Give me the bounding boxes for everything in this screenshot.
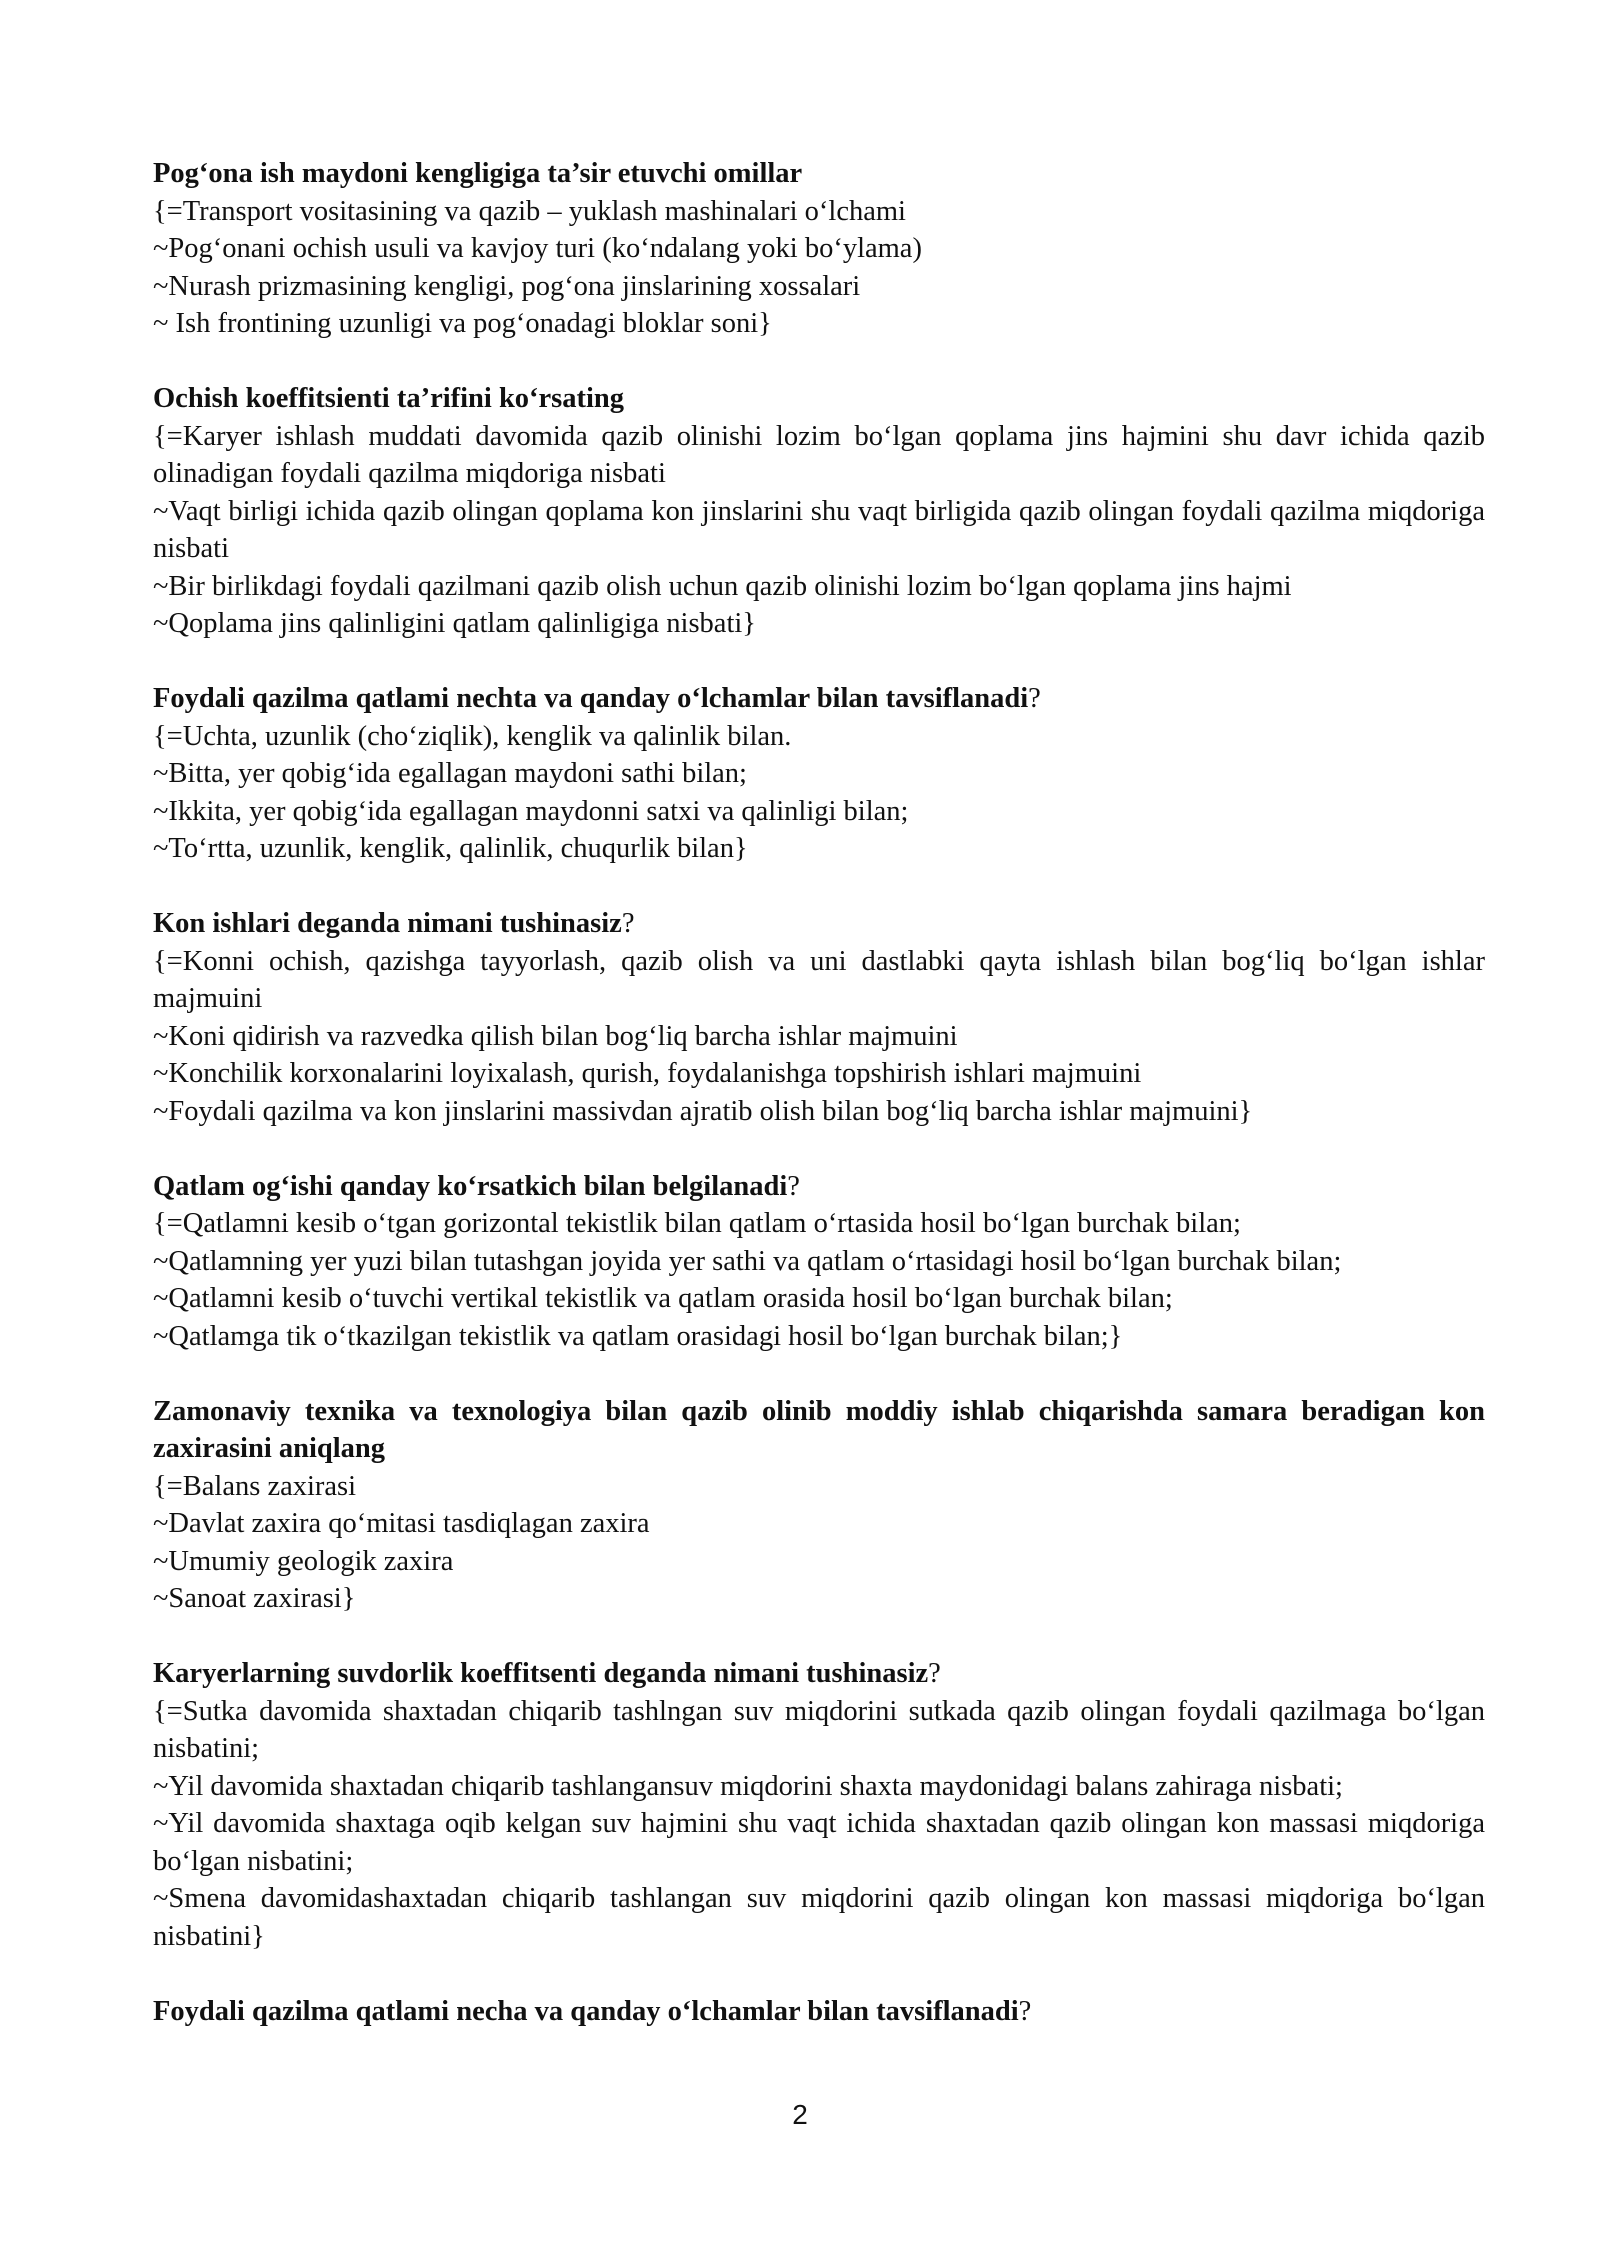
answer-option: ~Qoplama jins qalinligini qatlam qalinligiga nisbati} <box>153 608 756 639</box>
answer-option: ~Qatlamning yer yuzi bilan tutashgan joyida yer sathi va qatlam o‘rtasidagi hosil bo‘lgan burchak bilan; <box>153 1245 1342 1277</box>
question-title: Karyerlarning suvdorlik koeffitsenti deganda nimani tushinasiz? <box>153 1658 941 1689</box>
document-page <box>153 155 1485 2030</box>
answer-option: ~Smena davomidashaxtadan chiqarib tashlangan suv miqdorini qazib olingan kon massasi miqdoriga bo‘lgan nisbatini} <box>153 1883 1485 1952</box>
answer-option: ~Nurash prizmasining kengligi, pog‘ona jinslarining xossalari <box>153 270 861 302</box>
answer-option: ~Qatlamni kesib o‘tuvchi vertikal tekistlik va qatlam orasida hosil bo‘lgan burchak bilan; <box>153 1283 1173 1314</box>
question-block <box>153 1168 1485 1356</box>
question-block <box>153 1393 1485 1618</box>
answer-option: ~To‘rtta, uzunlik, kenglik, qalinlik, chuqurlik bilan} <box>153 833 748 864</box>
answer-correct: {=Uchta, uzunlik (cho‘ziqlik), kenglik va qalinlik bilan. <box>153 720 792 752</box>
question-block <box>153 155 1485 343</box>
answer-option: ~Foydali qazilma va kon jinslarini massivdan ajratib olish bilan bog‘liq barcha ishlar majmuini} <box>153 1095 1253 1127</box>
answer-correct: {=Karyer ishlash muddati davomida qazib olinishi lozim bo‘lgan qoplama jins hajmini shu davr ichida qazib olinadigan foydali qazilma miqdoriga nisbati <box>153 420 1485 489</box>
answer-option: ~Koni qidirish va razvedka qilish bilan bog‘liq barcha ishlar majmuini <box>153 1020 958 1052</box>
question-title: Foydali qazilma qatlami necha va qanday o‘lchamlar bilan tavsiflanadi? <box>153 1995 1032 2027</box>
answer-option: ~Davlat zaxira qo‘mitasi tasdiqlagan zaxira <box>153 1508 650 1539</box>
answer-correct: {=Balans zaxirasi <box>153 1470 357 1502</box>
answer-option: ~Yil davomida shaxtadan chiqarib tashlangansuv miqdorini shaxta maydonidagi balans zahiraga nisbati; <box>153 1770 1343 1802</box>
answer-correct: {=Transport vositasining va qazib – yuklash mashinalari o‘lchami <box>153 195 906 227</box>
question-block <box>153 1655 1485 1955</box>
answer-option: ~Bir birlikdagi foydali qazilmani qazib olish uchun qazib olinishi lozim bo‘lgan qoplama jins hajmi <box>153 570 1292 602</box>
question-title: Ochish koeffitsienti ta’rifini ko‘rsating <box>153 383 625 414</box>
question-title: Foydali qazilma qatlami nechta va qanday o‘lchamlar bilan tavsiflanadi? <box>153 683 1041 714</box>
answer-option: ~Pog‘onani ochish usuli va kavjoy turi (ko‘ndalang yoki bo‘ylama) <box>153 233 922 264</box>
answer-option: ~Vaqt birligi ichida qazib olingan qoplama kon jinslarini shu vaqt birligida qazib olingan foydali qazilma miqdoriga nisbati <box>153 495 1485 564</box>
question-block <box>153 905 1485 1130</box>
question-block <box>153 380 1485 643</box>
question-title: Pog‘ona ish maydoni kengligiga ta’sir etuvchi omillar <box>153 158 803 189</box>
answer-correct: {=Sutka davomida shaxtadan chiqarib tashlngan suv miqdorini sutkada qazib olingan foydali qazilmaga bo‘lgan nisbatini; <box>153 1695 1485 1764</box>
question-title: Kon ishlari deganda nimani tushinasiz? <box>153 908 635 939</box>
question-title: Qatlam og‘ishi qanday ko‘rsatkich bilan belgilanadi? <box>153 1170 800 1202</box>
answer-option: ~Sanoat zaxirasi} <box>153 1583 356 1614</box>
question-block <box>153 680 1485 868</box>
answer-option: ~ Ish frontining uzunligi va pog‘onadagi bloklar soni} <box>153 308 772 339</box>
question-title: Zamonaviy texnika va texnologiya bilan qazib olinib moddiy ishlab chiqarishda samara beradigan kon zaxirasini aniqlang <box>153 1395 1485 1464</box>
answer-correct: {=Qatlamni kesib o‘tgan gorizontal tekistlik bilan qatlam o‘rtasida hosil bo‘lgan burchak bilan; <box>153 1208 1241 1239</box>
answer-option: ~Bitta, yer qobig‘ida egallagan maydoni sathi bilan; <box>153 758 747 789</box>
answer-option: ~Qatlamga tik o‘tkazilgan tekistlik va qatlam orasidagi hosil bo‘lgan burchak bilan;} <box>153 1320 1123 1352</box>
answer-correct: {=Konni ochish, qazishga tayyorlash, qazib olish va uni dastlabki qayta ishlash bilan bog‘liq bo‘lgan ishlar majmuini <box>153 945 1485 1014</box>
answer-option: ~Ikkita, yer qobig‘ida egallagan maydonni satxi va qalinligi bilan; <box>153 795 909 827</box>
answer-option: ~Yil davomida shaxtaga oqib kelgan suv hajmini shu vaqt ichida shaxtadan qazib olingan kon massasi miqdoriga bo‘lgan nisbatini; <box>153 1808 1485 1877</box>
answer-option: ~Umumiy geologik zaxira <box>153 1545 454 1577</box>
question-block <box>153 1993 1485 2031</box>
answer-option: ~Konchilik korxonalarini loyixalash, qurish, foydalanishga topshirish ishlari majmuini <box>153 1058 1142 1089</box>
page-number: 2 <box>792 2099 808 2130</box>
